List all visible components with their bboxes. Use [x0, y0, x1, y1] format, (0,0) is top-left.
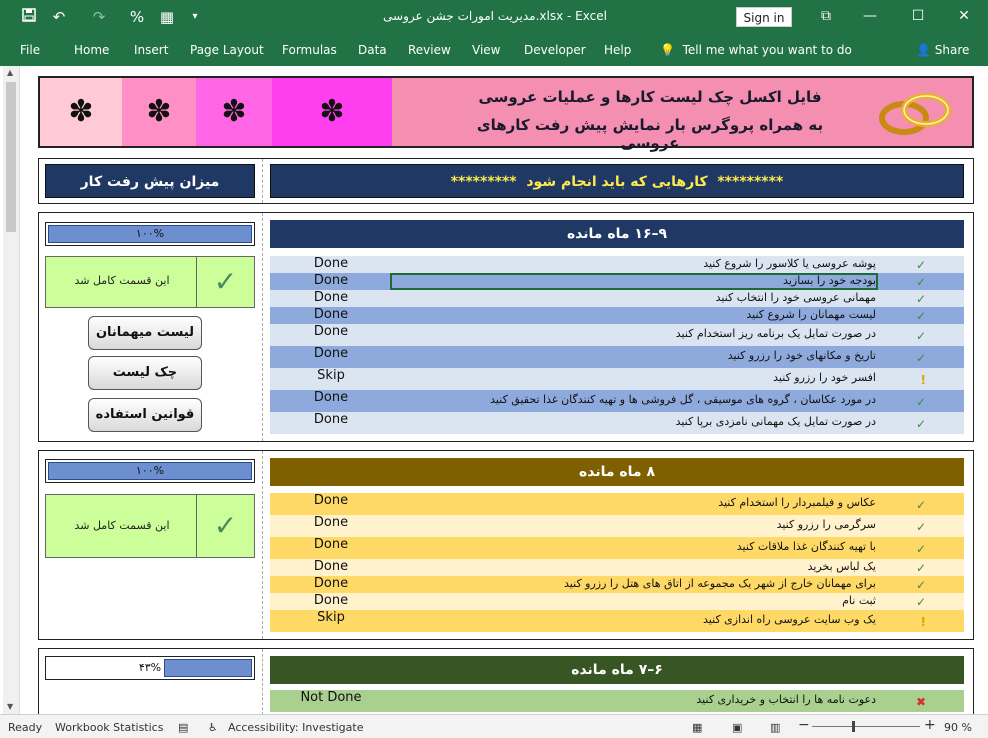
- task-label: پوشه عروسی یا کلاسور را شروع کنید: [703, 257, 876, 270]
- zoom-in-button[interactable]: +: [924, 717, 936, 733]
- tasks-header: [270, 164, 964, 198]
- check-icon: ✓: [915, 578, 926, 592]
- tasks-header-label: کارهایی که باید انجام شود: [526, 174, 708, 190]
- task-label: مهمانی عروسی خود را انتخاب کنید: [715, 291, 876, 304]
- column-divider: [262, 213, 263, 441]
- task-status: Done: [313, 559, 349, 574]
- tell-me-search[interactable]: 💡 Tell me what you want to do: [660, 43, 852, 57]
- tab-data[interactable]: Data: [358, 43, 387, 57]
- progress-bar-section-2: [45, 459, 255, 483]
- progress-bar-section-1: [45, 222, 255, 246]
- progress-header: میزان پیش رفت کار: [45, 164, 255, 198]
- undo-icon[interactable]: ↶: [52, 8, 66, 26]
- percent-style-button[interactable]: %: [129, 8, 145, 26]
- vertical-scrollbar[interactable]: [3, 66, 20, 714]
- sign-in-button[interactable]: Sign in: [736, 7, 792, 27]
- zoom-slider[interactable]: [812, 726, 920, 727]
- check-icon: ✓: [915, 595, 926, 609]
- tell-me-label: Tell me what you want to do: [682, 43, 852, 57]
- task-status: Done: [313, 593, 349, 608]
- check-icon: ✓: [915, 498, 926, 512]
- usage-rules-button[interactable]: قوانین استفاده: [88, 398, 202, 432]
- user-icon: 👤: [916, 43, 931, 57]
- task-status: Done: [313, 290, 349, 305]
- normal-view-icon[interactable]: ▦: [692, 721, 703, 734]
- task-row[interactable]: [270, 690, 964, 712]
- task-label: برای مهمانان خارج از شهر یک مجموعه از اتاق های هتل را رزرو کنید: [564, 577, 876, 590]
- check-icon: ✓: [915, 561, 926, 575]
- column-divider: [262, 451, 263, 639]
- warning-icon: !: [920, 615, 926, 629]
- banner-line-2: به همراه پروگرس بار نمایش پیش رفت کارهای عروسی: [476, 116, 824, 152]
- task-label: یک وب سایت عروسی راه اندازی کنید: [703, 613, 876, 626]
- check-icon: ✓: [915, 417, 926, 431]
- section-2-title: ۸ ماه مانده: [270, 458, 964, 486]
- close-icon[interactable]: ✕: [958, 8, 970, 24]
- header-banner: [38, 76, 974, 152]
- task-label: افسر خود را رزرو کنید: [773, 371, 876, 384]
- section-complete-box: [45, 494, 255, 558]
- guest-list-button[interactable]: لیست میهمانان: [88, 316, 202, 350]
- task-label: سرگرمی را رزرو کنید: [776, 518, 876, 531]
- task-label: با تهیه کنندگان غذا ملاقات کنید: [736, 540, 876, 553]
- share-button[interactable]: [916, 43, 969, 57]
- tab-page-layout[interactable]: Page Layout: [190, 43, 264, 57]
- check-icon: ✓: [915, 351, 926, 365]
- cross-icon: ✖: [915, 695, 926, 709]
- task-row[interactable]: [270, 390, 964, 412]
- task-status: Skip: [317, 610, 345, 625]
- macro-record-icon[interactable]: ▤: [178, 721, 189, 734]
- task-status: Done: [313, 493, 349, 508]
- complete-text: این قسمت کامل شد: [74, 274, 170, 287]
- window-title: مدیریت امورات جشن عروسی.xlsx - Excel: [383, 9, 607, 23]
- scroll-down-icon[interactable]: ▼: [7, 702, 14, 711]
- column-divider: [262, 159, 263, 203]
- task-status: Done: [313, 515, 349, 530]
- task-status: Done: [313, 324, 349, 339]
- page-break-view-icon[interactable]: ▥: [770, 721, 781, 734]
- selected-cell-border: [390, 273, 878, 290]
- task-row[interactable]: [270, 256, 964, 273]
- task-status: Skip: [317, 368, 345, 383]
- task-status: Not Done: [300, 690, 362, 705]
- task-status: Done: [313, 346, 349, 361]
- task-label: تاریخ و مکانهای خود را رزرو کنید: [727, 349, 876, 362]
- tab-insert[interactable]: Insert: [134, 43, 169, 57]
- section-1-title: ۹–۱۶ ماه مانده: [270, 220, 964, 248]
- task-row[interactable]: [270, 515, 964, 537]
- table-icon[interactable]: ▦: [159, 8, 175, 26]
- workbook-statistics[interactable]: Workbook Statistics: [55, 721, 164, 734]
- zoom-slider-thumb[interactable]: [852, 721, 855, 732]
- accessibility-icon[interactable]: ♿: [208, 721, 218, 734]
- task-label: ثبت نام: [842, 594, 876, 607]
- status-bar: [0, 714, 988, 738]
- tab-review[interactable]: Review: [408, 43, 451, 57]
- task-label: در صورت تمایل یک مهمانی نامزدی برپا کنید: [675, 415, 876, 428]
- zoom-level[interactable]: 90 %: [944, 721, 972, 734]
- check-icon: ✓: [196, 495, 254, 557]
- task-row[interactable]: [270, 493, 964, 515]
- ready-status: Ready: [8, 721, 43, 734]
- check-icon: ✓: [915, 292, 926, 306]
- ribbon-display-icon[interactable]: ⧉: [821, 8, 831, 24]
- scroll-up-icon[interactable]: ▲: [7, 68, 14, 77]
- check-icon: ✓: [915, 329, 926, 343]
- flower-icon: ✽: [40, 78, 122, 146]
- flower-icon: ✽: [196, 78, 272, 146]
- section-3-title: ۶–۷ ماه مانده: [270, 656, 964, 684]
- task-status: Done: [313, 256, 349, 271]
- task-row[interactable]: [270, 290, 964, 307]
- check-icon: ✓: [915, 395, 926, 409]
- scrollbar-thumb[interactable]: [6, 82, 16, 232]
- redo-icon[interactable]: ↷: [92, 8, 106, 26]
- task-row[interactable]: [270, 368, 964, 390]
- tab-help[interactable]: Help: [604, 43, 632, 57]
- flower-icon: ✽: [122, 78, 196, 146]
- check-icon: ✓: [915, 520, 926, 534]
- checklist-button[interactable]: چک لیست: [88, 356, 202, 390]
- check-icon: ✓: [915, 258, 926, 272]
- task-status: Done: [313, 390, 349, 405]
- customize-toolbar-icon[interactable]: ▾: [192, 11, 198, 22]
- task-label: در مورد عکاسان ، گروه های موسیقی ، گل فروشی ها و تهیه کنندگان غذا تحقیق کنید: [490, 393, 876, 406]
- progress-value: ۱۰۰%: [135, 464, 165, 477]
- task-status: Done: [313, 537, 349, 552]
- tab-developer[interactable]: Developer: [524, 43, 586, 57]
- task-label: در صورت تمایل یک برنامه ریز استخدام کنید: [675, 327, 876, 340]
- complete-text: این قسمت کامل شد: [74, 519, 170, 532]
- task-row[interactable]: [270, 537, 964, 559]
- stars-decoration: *********: [450, 174, 517, 190]
- title-bar: [0, 0, 988, 34]
- worksheet[interactable]: [0, 66, 988, 714]
- tab-home[interactable]: Home: [74, 43, 110, 57]
- page-layout-view-icon[interactable]: ▣: [732, 721, 743, 734]
- check-icon: ✓: [915, 309, 926, 323]
- section-complete-box: [45, 256, 255, 308]
- task-row[interactable]: [270, 593, 964, 610]
- task-status: Done: [313, 273, 349, 288]
- task-label: یک لباس بخرید: [807, 560, 876, 573]
- check-icon: ✓: [196, 257, 254, 307]
- task-row[interactable]: [270, 324, 964, 346]
- minimize-icon[interactable]: —: [863, 8, 877, 24]
- task-row[interactable]: [270, 559, 964, 576]
- task-label: دعوت نامه ها را انتخاب و خریداری کنید: [696, 693, 876, 706]
- accessibility-status[interactable]: Accessibility: Investigate: [228, 721, 364, 734]
- progress-value: ۴۳%: [138, 661, 162, 674]
- check-icon: ✓: [915, 275, 926, 289]
- task-row[interactable]: [270, 346, 964, 368]
- task-row[interactable]: [270, 273, 964, 290]
- flower-icon: ✽: [272, 78, 392, 146]
- task-label: لیست مهمانان را شروع کنید: [746, 308, 876, 321]
- check-icon: ✓: [915, 542, 926, 556]
- save-icon[interactable]: [18, 7, 40, 27]
- task-status: Done: [313, 307, 349, 322]
- task-row[interactable]: [270, 576, 964, 593]
- wedding-rings-icon: [876, 84, 956, 140]
- maximize-icon[interactable]: ☐: [911, 8, 925, 24]
- tab-file[interactable]: File: [20, 43, 41, 57]
- ribbon-tabs: [0, 34, 988, 66]
- zoom-out-button[interactable]: −: [798, 717, 810, 733]
- banner-line-1: فایل اکسل چک لیست کارها و عملیات عروسی: [478, 88, 822, 106]
- progress-value: ۱۰۰%: [135, 227, 165, 240]
- progress-bar-section-3: [45, 656, 255, 680]
- task-row[interactable]: [270, 307, 964, 324]
- task-label: عکاس و فیلمبردار را استخدام کنید: [718, 496, 876, 509]
- task-row[interactable]: [270, 412, 964, 434]
- tab-formulas[interactable]: Formulas: [282, 43, 337, 57]
- tab-view[interactable]: View: [472, 43, 501, 57]
- task-status: Done: [313, 576, 349, 591]
- task-status: Done: [313, 412, 349, 427]
- warning-icon: !: [920, 373, 926, 387]
- task-row[interactable]: [270, 610, 964, 632]
- task-label: بودجه خود را بسازید: [783, 274, 876, 287]
- stars-decoration: *********: [717, 174, 784, 190]
- column-divider: [262, 649, 263, 714]
- share-label: Share: [934, 43, 970, 57]
